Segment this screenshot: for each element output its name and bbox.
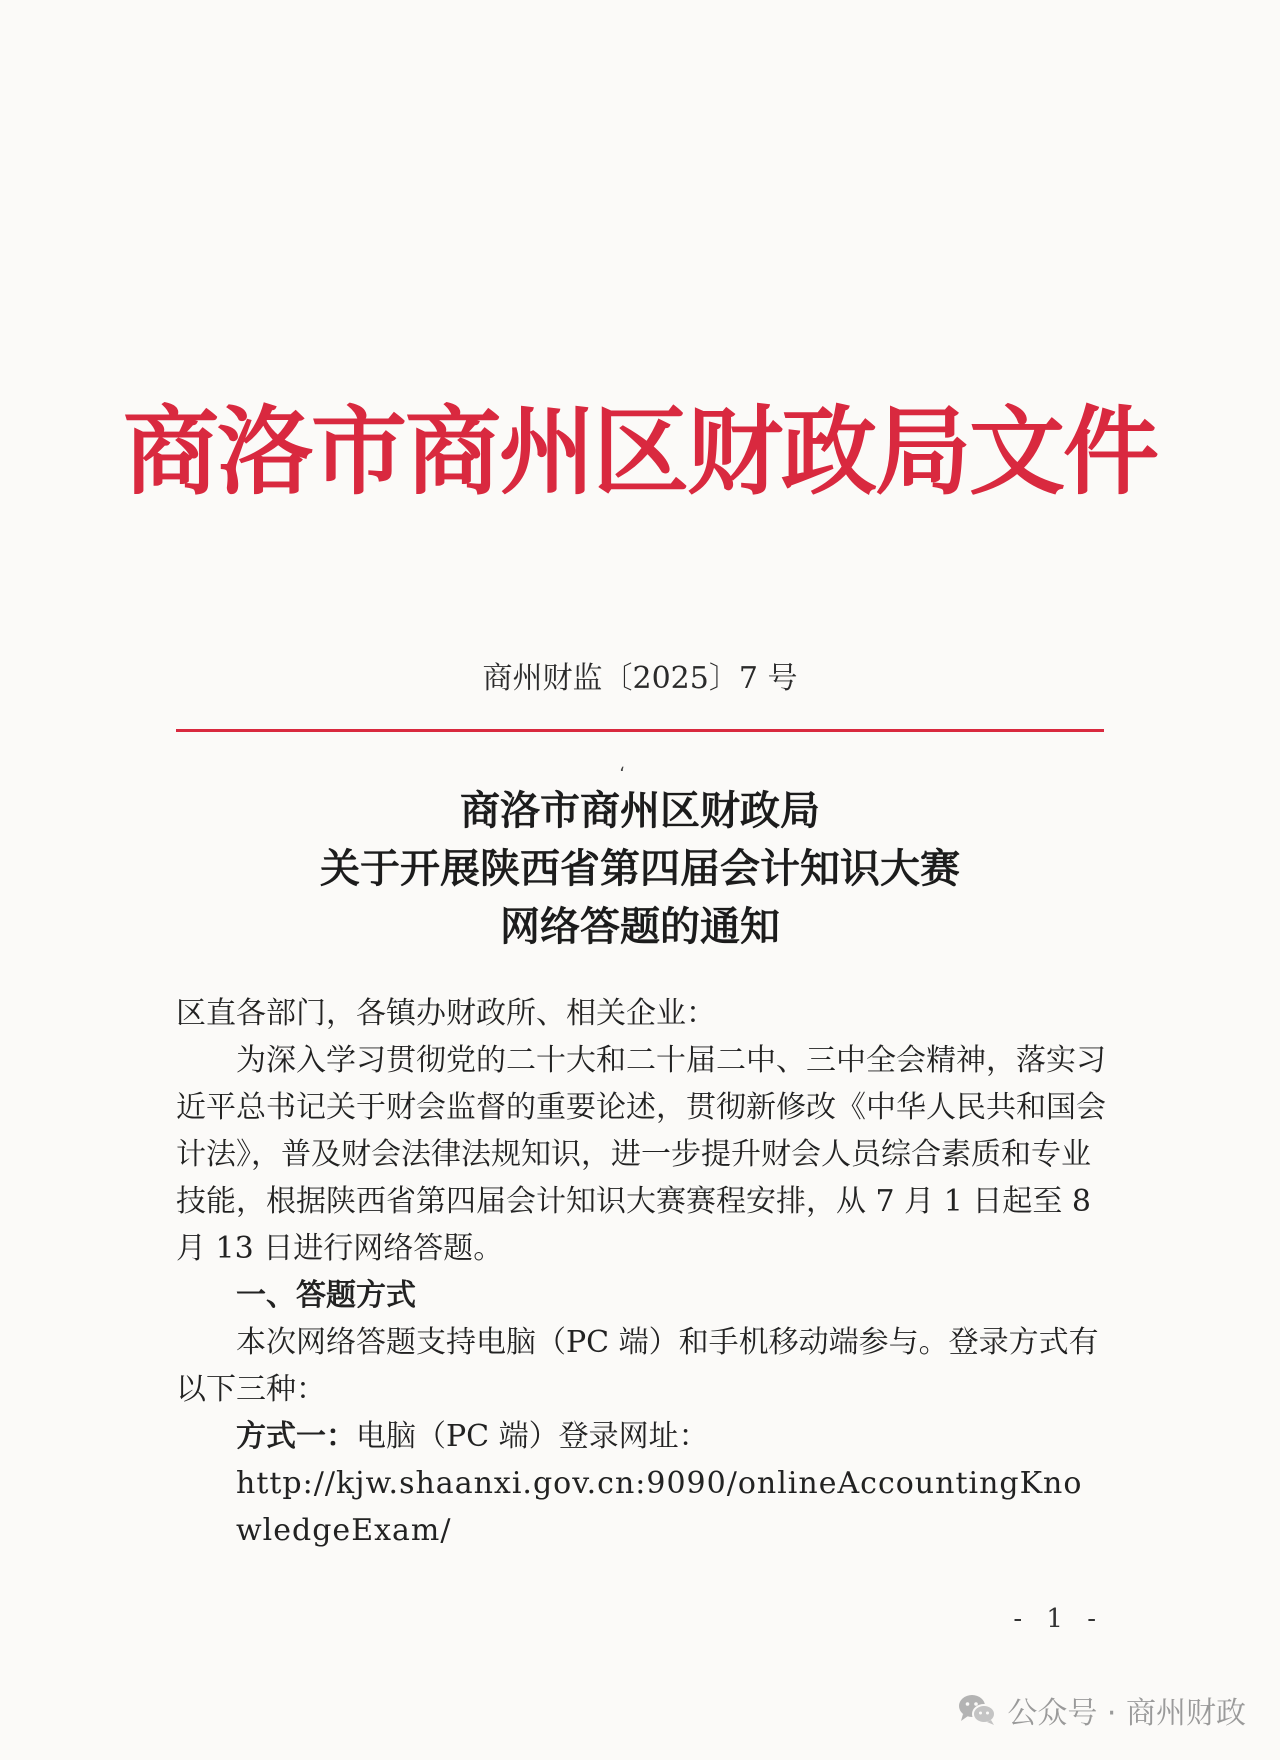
wechat-icon: [957, 1693, 997, 1727]
wechat-watermark: [957, 1690, 1246, 1730]
masthead-title: 商洛市商州区财政局文件: [123, 396, 1157, 508]
red-divider-line: [176, 729, 1104, 732]
method-1-text: 电脑（PC 端）登录网址：: [356, 1419, 709, 1454]
document-number: 商州财监〔2025〕7 号: [482, 661, 798, 696]
section-1-heading: 一、答题方式: [236, 1278, 416, 1313]
notice-title-line-1: 商洛市商州区财政局: [460, 787, 820, 834]
method-1-label: 方式一：: [236, 1419, 356, 1454]
notice-title-line-2: 关于开展陕西省第四届会计知识大赛: [320, 845, 960, 892]
watermark-text: 公众号 · 商州财政: [1007, 1696, 1246, 1731]
exam-url-link[interactable]: http://kjw.shaanxi.gov.cn:9090/onlineAccountingKnowledgeExam/: [236, 1466, 1083, 1548]
stray-ink-mark: ،: [619, 755, 625, 776]
intro-paragraph: 为深入学习贯彻党的二十大和二十届二中、三中全会精神，落实习近平总书记关于财会监督的重要论述，贯彻新修改《中华人民共和国会计法》，普及财会法律法规知识，进一步提升财会人员综合素质和专业技能，根据陕西省第四届会计知识大赛赛程安排，从 7 月 1 日起至 8 月 13 日进行网络答题。: [176, 1043, 1106, 1266]
salutation: 区直各部门，各镇办财政所、相关企业：: [176, 996, 716, 1031]
page-number: - 1 -: [1013, 1604, 1104, 1634]
notice-title: [0, 782, 1280, 956]
section-1-text: 本次网络答题支持电脑（PC 端）和手机移动端参与。登录方式有以下三种：: [176, 1325, 1099, 1407]
method-1-line: [176, 1413, 1106, 1460]
notice-body: [176, 990, 1106, 1554]
notice-title-line-3: 网络答题的通知: [500, 903, 780, 950]
